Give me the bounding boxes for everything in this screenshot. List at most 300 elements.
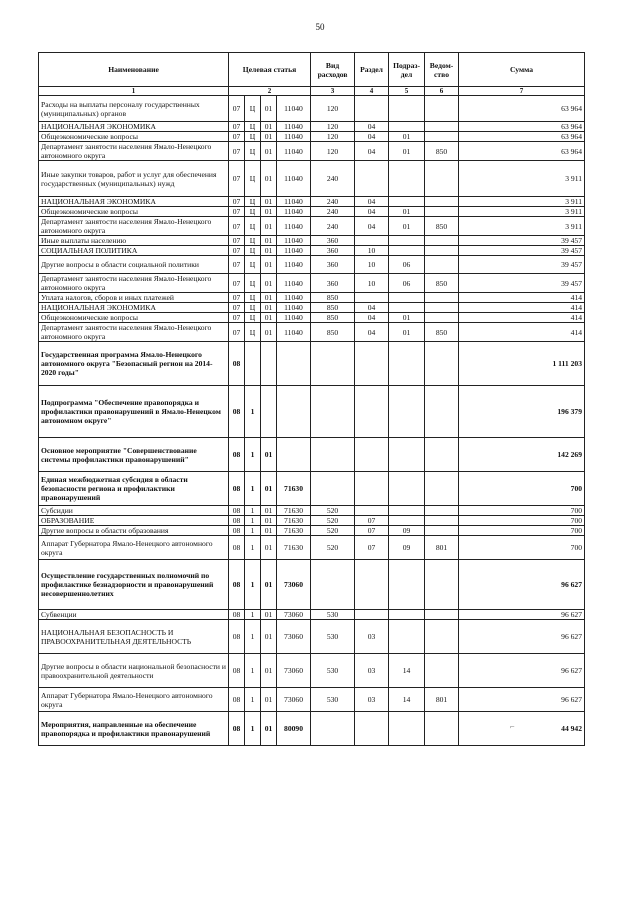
cell-direction: 71630 (277, 516, 311, 526)
cell-direction (277, 342, 311, 386)
cell-direction: 11040 (277, 293, 311, 303)
cell-department (425, 293, 459, 303)
cell-name: Аппарат Губернатора Ямало-Ненецкого автономного округа (39, 536, 229, 560)
cell-name: Иные закупки товаров, работ и услуг для обеспечения государственных (муниципальных) нужд (39, 161, 229, 197)
budget-table (38, 52, 585, 746)
cell-section: 10 (355, 256, 389, 274)
cell-activity: 01 (261, 96, 277, 122)
cell-activity: 01 (261, 654, 277, 688)
table-row (39, 472, 585, 506)
table-body (39, 96, 585, 746)
cell-direction: 71630 (277, 506, 311, 516)
cell-expense-type: 520 (311, 536, 355, 560)
cell-department: 850 (425, 217, 459, 236)
cell-program: 07 (229, 246, 245, 256)
cell-name: Мероприятия, направленные на обеспечение правопорядка и профилактики правонарушений (39, 712, 229, 746)
cell-subsection (389, 96, 425, 122)
cell-department (425, 303, 459, 313)
cell-subsection (389, 161, 425, 197)
table-row (39, 303, 585, 313)
cell-amount: 96 627 (459, 620, 585, 654)
cell-subsection: 01 (389, 207, 425, 217)
cell-direction: 80090 (277, 712, 311, 746)
cell-activity: 01 (261, 438, 277, 472)
cell-program: 07 (229, 256, 245, 274)
cell-subsection: 09 (389, 526, 425, 536)
cell-program: 08 (229, 526, 245, 536)
cell-subsection: 01 (389, 323, 425, 342)
cell-subsection (389, 122, 425, 132)
cell-subprogram: Ц (245, 323, 261, 342)
cell-direction: 11040 (277, 132, 311, 142)
cell-section: 04 (355, 303, 389, 313)
cell-name: ОБРАЗОВАНИЕ (39, 516, 229, 526)
cell-expense-type (311, 386, 355, 438)
table-row (39, 217, 585, 236)
cell-expense-type: 530 (311, 620, 355, 654)
cell-amount: 63 964 (459, 142, 585, 161)
cell-subprogram: Ц (245, 122, 261, 132)
cell-name: НАЦИОНАЛЬНАЯ ЭКОНОМИКА (39, 303, 229, 313)
cell-section: 04 (355, 142, 389, 161)
cell-expense-type: 520 (311, 506, 355, 516)
cell-amount: 44 942 (459, 712, 585, 746)
cell-subprogram: Ц (245, 236, 261, 246)
cell-expense-type: 850 (311, 303, 355, 313)
cell-subsection: 01 (389, 132, 425, 142)
cell-subsection (389, 197, 425, 207)
cell-program: 08 (229, 506, 245, 516)
cell-program: 08 (229, 654, 245, 688)
cell-expense-type: 360 (311, 256, 355, 274)
cell-activity: 01 (261, 303, 277, 313)
cell-direction: 73060 (277, 610, 311, 620)
cell-department (425, 438, 459, 472)
cell-expense-type: 120 (311, 142, 355, 161)
table-row (39, 620, 585, 654)
cell-expense-type (311, 712, 355, 746)
cell-amount: 700 (459, 536, 585, 560)
cell-program: 07 (229, 132, 245, 142)
cell-expense-type: 120 (311, 132, 355, 142)
cell-program: 07 (229, 303, 245, 313)
cell-name: Департамент занятости населения Ямало-Ненецкого автономного округа (39, 323, 229, 342)
cell-program: 08 (229, 712, 245, 746)
cell-amount: 96 627 (459, 654, 585, 688)
table-row (39, 386, 585, 438)
cell-section: 03 (355, 620, 389, 654)
cell-amount: 414 (459, 323, 585, 342)
cell-section: 04 (355, 217, 389, 236)
cell-expense-type: 530 (311, 610, 355, 620)
cell-direction: 11040 (277, 274, 311, 293)
column-number: 6 (425, 87, 459, 96)
cell-subsection (389, 293, 425, 303)
cell-expense-type: 240 (311, 207, 355, 217)
cell-subsection (389, 386, 425, 438)
cell-subprogram: Ц (245, 207, 261, 217)
cell-program: 07 (229, 161, 245, 197)
cell-amount: 39 457 (459, 236, 585, 246)
cell-expense-type: 360 (311, 236, 355, 246)
header-amount: Сумма (459, 53, 585, 87)
cell-activity: 01 (261, 712, 277, 746)
cell-program: 07 (229, 236, 245, 246)
cell-name: Департамент занятости населения Ямало-Ненецкого автономного округа (39, 217, 229, 236)
header-department: Ведом-ство (425, 53, 459, 87)
cell-direction: 11040 (277, 246, 311, 256)
cell-program: 07 (229, 207, 245, 217)
cell-activity: 01 (261, 293, 277, 303)
cell-subprogram: 1 (245, 560, 261, 610)
cell-expense-type: 120 (311, 122, 355, 132)
table-row (39, 506, 585, 516)
header-target-article: Целевая статья (229, 53, 311, 87)
cell-amount: 3 911 (459, 207, 585, 217)
cell-subprogram: 1 (245, 712, 261, 746)
cell-activity: 01 (261, 217, 277, 236)
table-row (39, 516, 585, 526)
cell-expense-type (311, 560, 355, 610)
cell-subsection (389, 246, 425, 256)
cell-expense-type: 240 (311, 217, 355, 236)
cell-name: Другие вопросы в области национальной безопасности и правоохранительной деятельности (39, 654, 229, 688)
table-row (39, 610, 585, 620)
cell-direction: 73060 (277, 654, 311, 688)
cell-expense-type: 850 (311, 293, 355, 303)
cell-section (355, 472, 389, 506)
cell-program: 08 (229, 610, 245, 620)
cell-subsection (389, 438, 425, 472)
cell-section (355, 712, 389, 746)
cell-expense-type: 360 (311, 274, 355, 293)
cell-activity (261, 386, 277, 438)
cell-program: 08 (229, 438, 245, 472)
cell-expense-type: 240 (311, 161, 355, 197)
cell-subprogram: 1 (245, 438, 261, 472)
cell-section (355, 506, 389, 516)
cell-subprogram (245, 342, 261, 386)
cell-amount: 414 (459, 303, 585, 313)
cell-subprogram: Ц (245, 197, 261, 207)
cell-direction: 11040 (277, 256, 311, 274)
cell-activity: 01 (261, 236, 277, 246)
cell-activity: 01 (261, 516, 277, 526)
cell-name: Департамент занятости населения Ямало-Ненецкого автономного округа (39, 274, 229, 293)
cell-department: 850 (425, 323, 459, 342)
column-number: 5 (389, 87, 425, 96)
cell-section (355, 342, 389, 386)
cell-direction: 11040 (277, 122, 311, 132)
cell-amount: 1 111 203 (459, 342, 585, 386)
cell-subprogram: Ц (245, 313, 261, 323)
column-number: 1 (39, 87, 229, 96)
cell-direction (277, 386, 311, 438)
cell-amount: 414 (459, 313, 585, 323)
cell-subsection: 09 (389, 536, 425, 560)
cell-section: 04 (355, 132, 389, 142)
table-row (39, 712, 585, 746)
cell-subsection (389, 620, 425, 654)
cell-department (425, 610, 459, 620)
cell-program: 08 (229, 536, 245, 560)
cell-name: НАЦИОНАЛЬНАЯ БЕЗОПАСНОСТЬ И ПРАВООХРАНИТЕЛЬНАЯ ДЕЯТЕЛЬНОСТЬ (39, 620, 229, 654)
cell-amount: 96 627 (459, 610, 585, 620)
cell-direction: 11040 (277, 197, 311, 207)
table-row (39, 536, 585, 560)
cell-subprogram: Ц (245, 274, 261, 293)
cell-department: 801 (425, 688, 459, 712)
cell-subsection: 06 (389, 274, 425, 293)
cell-name: Общеэкономические вопросы (39, 132, 229, 142)
table-row (39, 256, 585, 274)
cell-department: 850 (425, 274, 459, 293)
cell-direction: 73060 (277, 688, 311, 712)
cell-amount: 63 964 (459, 132, 585, 142)
header-expense-type: Вид расходов (311, 53, 355, 87)
cell-amount: 63 964 (459, 96, 585, 122)
cell-direction: 11040 (277, 96, 311, 122)
header-subsection: Подраз-дел (389, 53, 425, 87)
cell-subprogram: 1 (245, 506, 261, 516)
cell-name: СОЦИАЛЬНАЯ ПОЛИТИКА (39, 246, 229, 256)
cell-direction: 71630 (277, 526, 311, 536)
cell-department (425, 386, 459, 438)
cell-section (355, 96, 389, 122)
cell-department (425, 342, 459, 386)
cell-program: 07 (229, 122, 245, 132)
header-section: Раздел (355, 53, 389, 87)
cell-subsection (389, 516, 425, 526)
cell-name: Государственная программа Ямало-Ненецкого автономного округа "Безопасный регион на 2014-2020 годы" (39, 342, 229, 386)
cell-department: 850 (425, 142, 459, 161)
cell-department (425, 654, 459, 688)
cell-section: 04 (355, 313, 389, 323)
cell-activity: 01 (261, 274, 277, 293)
cell-subsection: 01 (389, 142, 425, 161)
cell-name: Уплата налогов, сборов и иных платежей (39, 293, 229, 303)
cell-activity: 01 (261, 560, 277, 610)
cell-section: 10 (355, 274, 389, 293)
cell-activity: 01 (261, 132, 277, 142)
cell-activity: 01 (261, 142, 277, 161)
cell-subsection: 06 (389, 256, 425, 274)
header-name: Наименование (39, 53, 229, 87)
cell-name: Другие вопросы в области социальной политики (39, 256, 229, 274)
cell-program: 07 (229, 313, 245, 323)
table-row (39, 96, 585, 122)
table-row (39, 526, 585, 536)
cell-department (425, 560, 459, 610)
cell-name: Единая межбюджетная субсидия в области безопасности региона и профилактики правонарушений (39, 472, 229, 506)
stray-mark: ⌐ (510, 722, 515, 731)
page-number: 50 (315, 22, 325, 32)
cell-section: 04 (355, 323, 389, 342)
cell-amount: 142 269 (459, 438, 585, 472)
cell-amount: 39 457 (459, 274, 585, 293)
cell-activity: 01 (261, 472, 277, 506)
cell-amount: 3 911 (459, 161, 585, 197)
cell-program: 07 (229, 142, 245, 161)
cell-activity: 01 (261, 246, 277, 256)
cell-name: Подпрограмма "Обеспечение правопорядка и профилактики правонарушений в Ямало-Ненецком автономном округе" (39, 386, 229, 438)
cell-activity: 01 (261, 256, 277, 274)
cell-program: 08 (229, 688, 245, 712)
column-number: 3 (311, 87, 355, 96)
cell-direction: 11040 (277, 303, 311, 313)
cell-expense-type (311, 472, 355, 506)
cell-section: 07 (355, 526, 389, 536)
cell-subsection (389, 712, 425, 746)
cell-direction: 11040 (277, 323, 311, 342)
cell-amount: 39 457 (459, 256, 585, 274)
table-row (39, 197, 585, 207)
cell-activity: 01 (261, 620, 277, 654)
table-row (39, 560, 585, 610)
cell-activity: 01 (261, 506, 277, 516)
cell-section (355, 560, 389, 610)
table-row (39, 274, 585, 293)
cell-direction: 11040 (277, 217, 311, 236)
cell-activity: 01 (261, 688, 277, 712)
cell-subprogram: 1 (245, 688, 261, 712)
table-row (39, 323, 585, 342)
table-row (39, 142, 585, 161)
cell-section: 04 (355, 207, 389, 217)
cell-direction: 11040 (277, 161, 311, 197)
cell-subprogram: 1 (245, 386, 261, 438)
cell-activity: 01 (261, 526, 277, 536)
cell-department (425, 526, 459, 536)
table-row (39, 438, 585, 472)
cell-section: 03 (355, 654, 389, 688)
cell-name: Общеэкономические вопросы (39, 313, 229, 323)
cell-program: 07 (229, 197, 245, 207)
cell-department (425, 132, 459, 142)
cell-amount: 700 (459, 506, 585, 516)
cell-name: Иные выплаты населению (39, 236, 229, 246)
cell-expense-type (311, 342, 355, 386)
table-row (39, 654, 585, 688)
cell-name: Расходы на выплаты персоналу государственных (муниципальных) органов (39, 96, 229, 122)
cell-section: 07 (355, 516, 389, 526)
cell-activity: 01 (261, 610, 277, 620)
cell-activity: 01 (261, 313, 277, 323)
table-row (39, 688, 585, 712)
cell-subprogram: 1 (245, 472, 261, 506)
cell-amount: 196 379 (459, 386, 585, 438)
cell-name: Общеэкономические вопросы (39, 207, 229, 217)
cell-direction: 11040 (277, 236, 311, 246)
cell-subsection: 14 (389, 688, 425, 712)
header-row (39, 53, 585, 87)
cell-subprogram: Ц (245, 142, 261, 161)
cell-subprogram: 1 (245, 526, 261, 536)
table-row (39, 313, 585, 323)
cell-direction: 11040 (277, 142, 311, 161)
cell-department (425, 620, 459, 654)
cell-subsection (389, 342, 425, 386)
column-number: 7 (459, 87, 585, 96)
cell-amount: 39 457 (459, 246, 585, 256)
cell-expense-type: 850 (311, 313, 355, 323)
cell-activity: 01 (261, 161, 277, 197)
cell-name: Основное мероприятие "Совершенствование системы профилактики правонарушений" (39, 438, 229, 472)
cell-amount: 414 (459, 293, 585, 303)
cell-subsection (389, 236, 425, 246)
cell-subprogram: 1 (245, 654, 261, 688)
cell-subprogram: Ц (245, 293, 261, 303)
cell-amount: 96 627 (459, 688, 585, 712)
table-row (39, 293, 585, 303)
cell-subsection: 01 (389, 217, 425, 236)
cell-amount: 3 911 (459, 197, 585, 207)
cell-department (425, 236, 459, 246)
cell-amount: 700 (459, 472, 585, 506)
cell-amount: 63 964 (459, 122, 585, 132)
cell-expense-type: 120 (311, 96, 355, 122)
cell-section (355, 386, 389, 438)
cell-name: НАЦИОНАЛЬНАЯ ЭКОНОМИКА (39, 122, 229, 132)
column-number: 4 (355, 87, 389, 96)
table-row (39, 342, 585, 386)
cell-activity: 01 (261, 536, 277, 560)
cell-expense-type: 520 (311, 526, 355, 536)
cell-direction: 73060 (277, 620, 311, 654)
cell-program: 08 (229, 560, 245, 610)
cell-department (425, 313, 459, 323)
cell-name: Аппарат Губернатора Ямало-Ненецкого автономного округа (39, 688, 229, 712)
cell-subsection (389, 506, 425, 516)
cell-subsection (389, 472, 425, 506)
cell-activity: 01 (261, 207, 277, 217)
table-row (39, 236, 585, 246)
cell-direction: 71630 (277, 536, 311, 560)
cell-department (425, 96, 459, 122)
cell-subprogram: Ц (245, 132, 261, 142)
column-number-row (39, 87, 585, 96)
cell-subprogram: Ц (245, 217, 261, 236)
cell-subsection: 01 (389, 313, 425, 323)
cell-amount: 700 (459, 516, 585, 526)
cell-section: 07 (355, 536, 389, 560)
cell-subsection (389, 610, 425, 620)
cell-department (425, 472, 459, 506)
cell-program: 07 (229, 217, 245, 236)
cell-subprogram: Ц (245, 161, 261, 197)
cell-section: 04 (355, 122, 389, 132)
cell-subprogram: Ц (245, 96, 261, 122)
cell-activity (261, 342, 277, 386)
cell-direction: 11040 (277, 313, 311, 323)
cell-expense-type: 520 (311, 516, 355, 526)
cell-name: Департамент занятости населения Ямало-Ненецкого автономного округа (39, 142, 229, 161)
cell-expense-type: 240 (311, 197, 355, 207)
column-number: 2 (229, 87, 311, 96)
cell-name: Осуществление государственных полномочий по профилактике безнадзорности и правонарушений несовершеннолетних (39, 560, 229, 610)
cell-direction: 71630 (277, 472, 311, 506)
table-row (39, 132, 585, 142)
cell-program: 08 (229, 342, 245, 386)
cell-program: 08 (229, 386, 245, 438)
cell-department (425, 207, 459, 217)
cell-subsection: 14 (389, 654, 425, 688)
table-row (39, 161, 585, 197)
cell-department (425, 122, 459, 132)
cell-activity: 01 (261, 323, 277, 342)
cell-name: Другие вопросы в области образования (39, 526, 229, 536)
cell-expense-type: 530 (311, 688, 355, 712)
